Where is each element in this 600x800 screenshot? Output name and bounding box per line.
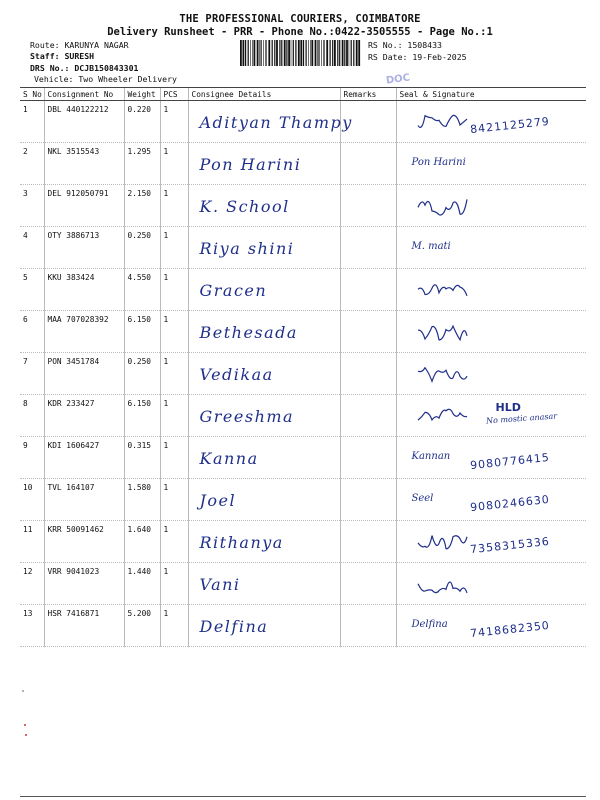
row-consignment-no: OTY 3886713 bbox=[44, 227, 124, 269]
row-signature-cell bbox=[396, 437, 586, 479]
row-consignee-cell bbox=[188, 101, 353, 143]
row-remarks bbox=[340, 395, 396, 437]
barcode-bar bbox=[339, 40, 340, 66]
row-sno: 8 bbox=[20, 395, 44, 437]
row-pcs: 1 bbox=[160, 227, 188, 269]
row-consignee-cell bbox=[188, 143, 340, 185]
row-pcs: 1 bbox=[160, 143, 188, 185]
handwritten-consignee: Rithanya bbox=[199, 533, 284, 552]
row-consignment-no: KRR 50091462 bbox=[44, 521, 124, 563]
row-sno: 5 bbox=[20, 269, 44, 311]
barcode-bar bbox=[259, 40, 260, 66]
row-pcs: 1 bbox=[160, 521, 188, 563]
table-row bbox=[20, 353, 586, 395]
ink-mark bbox=[22, 690, 24, 692]
row-signature-cell bbox=[396, 605, 586, 647]
runsheet-table bbox=[20, 87, 586, 647]
row-weight: 6.150 bbox=[124, 395, 160, 437]
handwritten-phone: 8421125279 bbox=[469, 114, 550, 137]
barcode-bar bbox=[250, 40, 251, 66]
barcode-bar bbox=[344, 40, 345, 66]
barcode-bar bbox=[288, 40, 290, 66]
row-consignment-no: TVL 164107 bbox=[44, 479, 124, 521]
row-signature-cell bbox=[396, 143, 586, 185]
handwritten-phone: 7418682350 bbox=[469, 618, 550, 641]
barcode-bar bbox=[337, 40, 338, 66]
stamp: DOC bbox=[385, 72, 411, 87]
handwritten-consignee: Joel bbox=[199, 491, 237, 510]
handwritten-consignee: K. School bbox=[199, 197, 290, 216]
barcode-bar bbox=[332, 40, 333, 66]
drs-number: DRS No.: DCJB150843301 bbox=[30, 63, 139, 73]
row-pcs: 1 bbox=[160, 353, 188, 395]
ink-mark bbox=[25, 734, 27, 736]
table-row bbox=[20, 563, 586, 605]
row-weight: 6.150 bbox=[124, 311, 160, 353]
row-consignment-no: DEL 912050791 bbox=[44, 185, 124, 227]
barcode-bar bbox=[248, 40, 249, 66]
row-pcs: 1 bbox=[160, 395, 188, 437]
row-remarks bbox=[340, 227, 396, 269]
row-pcs: 1 bbox=[160, 101, 188, 143]
barcode-bar bbox=[276, 40, 278, 66]
row-signature-cell bbox=[396, 185, 586, 227]
row-pcs: 1 bbox=[160, 185, 188, 227]
row-consignment-no: PON 3451784 bbox=[44, 353, 124, 395]
signature-text: M. mati bbox=[411, 241, 451, 252]
barcode-bar bbox=[353, 40, 354, 66]
table-row bbox=[20, 143, 586, 185]
handwritten-note: HLD bbox=[495, 401, 521, 414]
barcode-bar bbox=[346, 40, 348, 66]
runsheet-subtitle: Delivery Runsheet - PRR - Phone No.:0422-3505555 - Page No.:1 bbox=[107, 26, 493, 38]
row-pcs: 1 bbox=[160, 311, 188, 353]
row-signature-cell bbox=[396, 101, 586, 143]
row-pcs: 1 bbox=[160, 563, 188, 605]
barcode-bar bbox=[257, 40, 259, 66]
signature-text: Seel bbox=[411, 493, 434, 504]
barcode-bar bbox=[323, 40, 324, 66]
barcode-bar bbox=[300, 40, 302, 66]
row-remarks bbox=[340, 563, 396, 605]
row-sno: 13 bbox=[20, 605, 44, 647]
col-header-consignment: Consignment No bbox=[44, 88, 124, 101]
row-remarks bbox=[340, 143, 396, 185]
signature-scribble bbox=[414, 571, 474, 597]
row-remarks bbox=[340, 311, 396, 353]
barcode-bar bbox=[330, 40, 331, 66]
barcode-bar bbox=[265, 40, 266, 66]
row-signature-cell bbox=[396, 227, 586, 269]
barcode-bar bbox=[268, 40, 270, 66]
row-pcs: 1 bbox=[160, 269, 188, 311]
route: Route: KARUNYA NAGAR bbox=[30, 40, 129, 50]
row-weight: 0.250 bbox=[124, 353, 160, 395]
row-signature-cell bbox=[396, 479, 586, 521]
barcode-bar bbox=[243, 40, 245, 66]
row-signature-cell bbox=[396, 395, 586, 437]
row-sno: 3 bbox=[20, 185, 44, 227]
barcode-bar bbox=[279, 40, 280, 66]
row-sno: 1 bbox=[20, 101, 44, 143]
signature-scribble bbox=[414, 529, 474, 555]
row-remarks bbox=[340, 353, 396, 395]
row-remarks bbox=[340, 185, 396, 227]
table-row bbox=[20, 311, 586, 353]
barcode-bar bbox=[334, 40, 336, 66]
barcode-bar bbox=[298, 40, 300, 66]
col-header-sno: S No bbox=[20, 88, 44, 101]
barcode-bar bbox=[272, 40, 273, 66]
signature-scribble bbox=[414, 109, 474, 135]
row-weight: 2.150 bbox=[124, 185, 160, 227]
row-signature-cell bbox=[396, 521, 586, 563]
row-weight: 5.200 bbox=[124, 605, 160, 647]
row-sno: 9 bbox=[20, 437, 44, 479]
barcode-bar bbox=[263, 40, 264, 66]
row-remarks bbox=[340, 521, 396, 563]
row-consignee-cell bbox=[188, 395, 340, 437]
row-consignee-cell bbox=[188, 227, 340, 269]
row-weight: 1.580 bbox=[124, 479, 160, 521]
row-sno: 10 bbox=[20, 479, 44, 521]
row-pcs: 1 bbox=[160, 479, 188, 521]
col-header-pcs: PCS bbox=[160, 88, 188, 101]
row-signature-cell bbox=[396, 563, 586, 605]
barcode-bar bbox=[252, 40, 253, 66]
table-row bbox=[20, 437, 586, 479]
signature-scribble bbox=[414, 193, 474, 219]
handwritten-phone: 7358315336 bbox=[469, 534, 550, 557]
barcode-bar bbox=[315, 40, 317, 66]
row-consignment-no: KKU 383424 bbox=[44, 269, 124, 311]
barcode-bar bbox=[351, 40, 352, 66]
handwritten-consignee: Bethesada bbox=[199, 323, 298, 342]
row-signature-cell bbox=[396, 353, 586, 395]
col-header-consignee: Consignee Details bbox=[188, 88, 340, 101]
row-sno: 7 bbox=[20, 353, 44, 395]
barcode-bar bbox=[317, 40, 318, 66]
barcode bbox=[238, 40, 362, 66]
signature-scribble bbox=[414, 319, 474, 345]
barcode-bar bbox=[356, 40, 358, 66]
barcode-bar bbox=[311, 40, 313, 66]
row-remarks bbox=[340, 269, 396, 311]
barcode-bar bbox=[274, 40, 275, 66]
barcode-bar bbox=[326, 40, 328, 66]
table-row bbox=[20, 269, 586, 311]
row-consignee-cell bbox=[188, 311, 340, 353]
signature-scribble bbox=[414, 403, 474, 429]
row-weight: 0.220 bbox=[124, 101, 160, 143]
row-consignment-no: VRR 9041023 bbox=[44, 563, 124, 605]
table-row bbox=[20, 101, 586, 143]
barcode-bar bbox=[349, 40, 350, 66]
row-weight: 0.315 bbox=[124, 437, 160, 479]
row-sno: 2 bbox=[20, 143, 44, 185]
barcode-bar bbox=[254, 40, 256, 66]
handwritten-consignee: Pon Harini bbox=[199, 155, 302, 174]
handwritten-consignee: Delfina bbox=[199, 617, 269, 636]
barcode-bar bbox=[321, 40, 322, 66]
handwritten-phone: 9080776415 bbox=[469, 450, 550, 473]
col-header-remarks: Remarks bbox=[340, 88, 396, 101]
bottom-rule bbox=[20, 796, 586, 797]
row-consignment-no: KDR 233427 bbox=[44, 395, 124, 437]
rs-number: RS No.: 1508433 bbox=[368, 40, 442, 50]
row-pcs: 1 bbox=[160, 437, 188, 479]
barcode-bar bbox=[324, 40, 325, 66]
handwritten-consignee: Gracen bbox=[199, 281, 268, 300]
row-sno: 11 bbox=[20, 521, 44, 563]
row-consignee-cell bbox=[188, 605, 340, 647]
table-row bbox=[20, 227, 586, 269]
row-consignment-no: DBL 440122212 bbox=[44, 101, 124, 143]
row-consignment-no: MAA 707028392 bbox=[44, 311, 124, 353]
row-consignment-no: HSR 7416871 bbox=[44, 605, 124, 647]
row-consignment-no: NKL 3515543 bbox=[44, 143, 124, 185]
row-consignee-cell bbox=[188, 479, 340, 521]
signature-text: Pon Harini bbox=[411, 157, 466, 168]
barcode-bar bbox=[266, 40, 267, 66]
barcode-bar bbox=[240, 40, 242, 66]
handwritten-consignee: Adityan Thampy bbox=[199, 113, 353, 132]
row-sno: 12 bbox=[20, 563, 44, 605]
handwritten-consignee: Vedikaa bbox=[199, 365, 274, 384]
row-weight: 0.250 bbox=[124, 227, 160, 269]
handwritten-consignee: Riya shini bbox=[199, 239, 295, 258]
barcode-bar bbox=[261, 40, 262, 66]
row-consignee-cell bbox=[188, 353, 340, 395]
table-row bbox=[20, 521, 586, 563]
table-header-row bbox=[20, 88, 586, 101]
signature-scribble bbox=[414, 361, 474, 387]
row-remarks bbox=[340, 437, 396, 479]
ink-mark bbox=[24, 724, 26, 726]
handwritten-note-secondary: No mostic anasar bbox=[485, 411, 557, 426]
barcode-bar bbox=[245, 40, 246, 66]
barcode-bar bbox=[291, 40, 292, 66]
company-title: THE PROFESSIONAL COURIERS, COIMBATORE bbox=[179, 13, 421, 25]
row-pcs: 1 bbox=[160, 605, 188, 647]
row-consignee-cell bbox=[188, 563, 340, 605]
row-sno: 6 bbox=[20, 311, 44, 353]
row-weight: 1.295 bbox=[124, 143, 160, 185]
vehicle: Vehicle: Two Wheeler Delivery bbox=[34, 74, 177, 84]
barcode-bar bbox=[318, 40, 319, 66]
barcode-bar bbox=[281, 40, 282, 66]
rs-date: RS Date: 19-Feb-2025 bbox=[368, 52, 467, 62]
row-signature-cell bbox=[396, 311, 586, 353]
row-signature-cell bbox=[396, 269, 586, 311]
handwritten-consignee: Vani bbox=[199, 575, 241, 594]
signature-text: Delfina bbox=[411, 619, 448, 630]
row-consignee-cell bbox=[188, 185, 340, 227]
row-consignee-cell bbox=[188, 521, 340, 563]
barcode-bar bbox=[293, 40, 294, 66]
row-sno: 4 bbox=[20, 227, 44, 269]
barcode-bar bbox=[295, 40, 296, 66]
handwritten-consignee: Kanna bbox=[199, 449, 259, 468]
row-weight: 1.440 bbox=[124, 563, 160, 605]
row-weight: 1.640 bbox=[124, 521, 160, 563]
table-row bbox=[20, 605, 586, 647]
col-header-signature: Seal & Signature bbox=[396, 88, 586, 101]
handwritten-phone: 9080246630 bbox=[469, 492, 550, 515]
col-header-weight: Weight bbox=[124, 88, 160, 101]
row-remarks bbox=[340, 605, 396, 647]
row-consignee-cell bbox=[188, 437, 340, 479]
staff: Staff: SURESH bbox=[30, 51, 95, 61]
table-row bbox=[20, 185, 586, 227]
barcode-bar bbox=[358, 40, 360, 66]
barcode-bar bbox=[342, 40, 344, 66]
row-remarks bbox=[340, 479, 396, 521]
barcode-bar bbox=[303, 40, 304, 66]
row-weight: 4.550 bbox=[124, 269, 160, 311]
barcode-bar bbox=[284, 40, 286, 66]
signature-scribble bbox=[414, 277, 474, 303]
row-consignee-cell bbox=[188, 269, 340, 311]
signature-text: Kannan bbox=[411, 451, 451, 462]
barcode-bar bbox=[286, 40, 287, 66]
barcode-bar bbox=[308, 40, 309, 66]
handwritten-consignee: Greeshma bbox=[199, 407, 295, 426]
row-consignment-no: KDI 1606427 bbox=[44, 437, 124, 479]
table-row bbox=[20, 395, 586, 437]
barcode-bar bbox=[306, 40, 307, 66]
barcode-bar bbox=[310, 40, 311, 66]
table-row bbox=[20, 479, 586, 521]
